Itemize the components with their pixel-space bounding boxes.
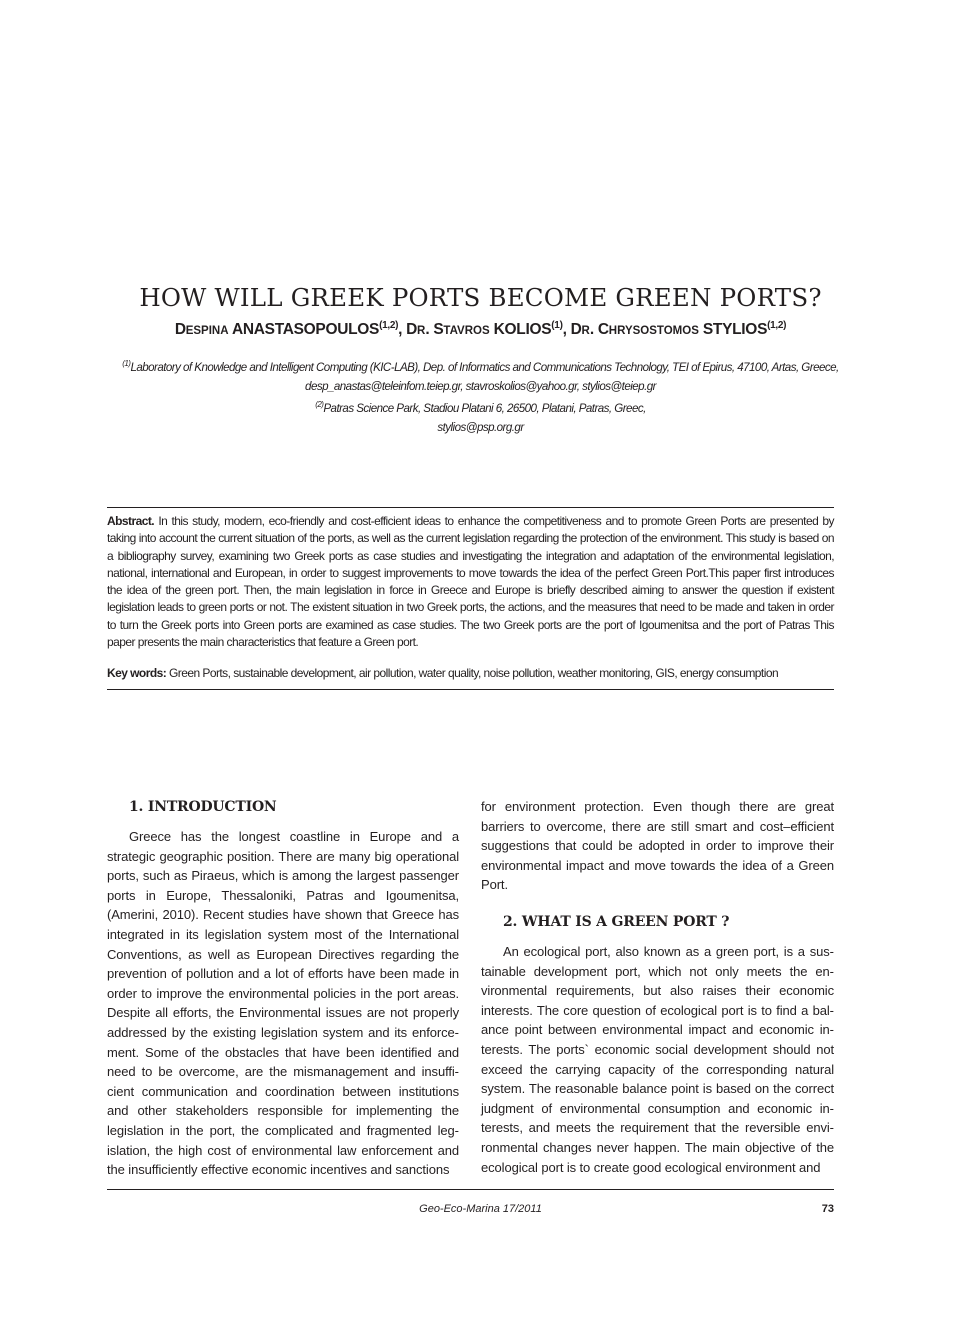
affiliation-2: $^{(2)}$Patras Science Park, Stadiou Platani 6, 26500, Platani, Patras, Greec, [315, 400, 646, 415]
section-2-body [481, 942, 834, 1177]
abstract-bottom-rule [107, 689, 834, 690]
affiliation-emails: desp_anastas@teleinfom.teiep.gr, stavroskolios@yahoo.gr, stylios@teiep.gr [305, 380, 656, 393]
section-2-heading: 2. WHAT IS A GREEN PORT ? [503, 914, 730, 930]
footer-rule [107, 1189, 834, 1190]
affiliation-2-email: stylios@psp.org.gr [437, 421, 524, 434]
page-number: 73 [821, 1203, 834, 1215]
section-2-paragraph: An ecological port, also known as a green port, is a sustainable development port, which not only meets the environmental requirements, but also raises their economic interests. The core question of ecological port is to find a balance point between environmental impact and economic interests. The ports` economic social development should not exceed the carrying capacity of the corresponding natural system. The reasonable balance point is based on the correct judgment of environmental consumption and economic interests, and meets the requirement that the reversible environmental changes never happen. The main objective of the ecological port is to create good ecological environment and [481, 944, 834, 1175]
section-1-paragraph: Greece has the longest coastline in Europe and a strategic geographic position. There are many big operational ports, such as Piraeus, which is among the largest passenger ports in Europe, Thessaloniki, Patras and Igoumenitsa, (Amerini, 2010). Recent studies have shown that Greece has integrated in its legislation system most of the International Conventions, as well as European Directives regarding the prevention of pollution and a lot of efforts have been made in order to improve the environmental policies in the port areas. Despite all efforts, the Environmental issues are not properly addressed by the existing legislation system and its enforcement. Some of the obstacles that have been identified and need to be overcome, are the mismanagement and insufficient communication and coordination between institutions and other stakeholders responsible for implementing the legislation in the port, the complicated and fragmented legislation, the high cost of environmental law enforcement and the insufficiently effective economic incentives and sanctions [107, 829, 459, 1178]
author-list: DESPINA ANASTASOPOULOS$^{(1,2)}$, DR. STAVROS KOLIOS$^{(1)}$, DR. CHRYSOSTOMOS STYLIOS$^{(1,2)}$ [174, 320, 787, 339]
paper-title: HOW WILL GREEK PORTS BECOME GREEN PORTS? [139, 283, 822, 312]
journal-name: Geo-Eco-Marina 17/2011 [419, 1203, 542, 1215]
section-1-continuation: for environment protection. Even though there are great barriers to overcome, there are still smart and cost–efficient suggestions that could be adopted in order to improve their environmental impact and move towards the idea of a Green Port. [481, 799, 834, 893]
abstract-top-rule [107, 507, 834, 508]
affiliation-1: $^{(1)}$Laboratory of Knowledge and Intelligent Computing (KIC-LAB), Dep. of Informatics and Communications Technology, TEI of Epirus, 47100, Artas, Greece, [122, 359, 839, 374]
author-2: DR. STAVROS KOLIOS$^{(1)}$ [406, 320, 563, 339]
section-1-body [107, 827, 459, 1180]
author-1: DESPINA ANASTASOPOULOS$^{(1,2)}$ [174, 320, 399, 339]
section-1-heading: 1. INTRODUCTION [129, 799, 277, 815]
abstract: Abstract. In this study, modern, eco-friendly and cost-efficient ideas to enhance the competitiveness and to promote Green Ports are presented by taking into account the current situation of the ports, as well as the current legislation regarding the protection of the environment. This study is based on a bibliography survey, examining two Greek ports as case studies and investigating the integration and adaptation of the environmental legislation, national, international and European, in order to suggest improvements to move towards the idea of the perfect Green Port.This paper first introduces the idea of the green port. Then, the main legislation in force in Greece and Europe is briefly described aiming to answer the question if existent legislation leads to green ports or not. The existent situation in two Greek ports, the actions, and the measures that need to be made and taken in order to turn the Greek ports into Green ports are examined as case studies. The two Greek ports are the port of Igoumenitsa and the port of Patras This paper presents the main characteristics that feature a Green port. [107, 514, 834, 650]
author-3: DR. CHRYSOSTOMOS STYLIOS$^{(1,2)}$ [570, 320, 787, 339]
keywords: Key words: Green Ports, sustainable development, air pollution, water quality, noise pollution, weather monitoring, GIS, energy consumption [107, 666, 779, 680]
